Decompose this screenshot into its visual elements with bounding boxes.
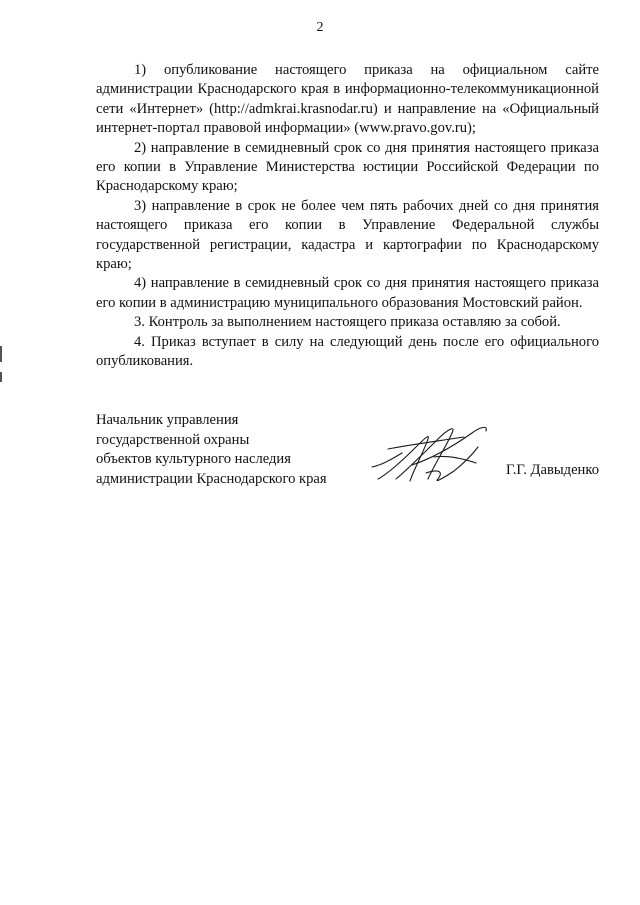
paragraph-municipal-administration: 4) направление в семидневный срок со дня принятия настоящего приказа его копии в администрацию муниципального образования Мостовский район. [96,275,599,311]
signer-position [96,411,327,489]
paragraph-entry-into-force: 4. Приказ вступает в силу на следующий день после его официального опубликования. [96,333,599,370]
scan-edge-mark [0,346,2,362]
paragraph-control: 3. Контроль за выполнением настоящего приказа оставляю за собой. [134,314,561,331]
paragraph-rosreestr: 3) направление в срок не более чем пять рабочих дней со дня принятия настоящего приказа его копии в Управление Федеральной службы государственной регистрации, кадастра и картографии по Краснодарскому краю; [96,197,599,273]
signer-position-line: Начальник управления [96,412,239,428]
signature-block [96,411,599,491]
signer-position-line: государственной охраны [96,431,250,448]
scan-edge-mark [0,372,2,382]
paragraph-ministry-of-justice: 2) направление в семидневный срок со дня принятия настоящего приказа его копии в Управление Министерства юстиции Российской Федерации по Краснодарскому краю; [96,139,599,195]
signer-name: Г.Г. Давыденко [505,462,599,478]
handwritten-signature [368,419,496,485]
page-number: 2 [316,20,324,35]
signer-position-line: администрации Краснодарского края [96,470,327,487]
signer-position-line: объектов культурного наследия [96,451,291,468]
paragraph-publication: 1) опубликование настоящего приказа на официальном сайте администрации Краснодарского края в информационно-телекоммуникационной сети «Интернет» (http://admkrai.krasnodar.ru) и направление на «Официальный интернет-портал правовой информации» (www.pravo.gov.ru); [96,62,599,137]
document-body [96,61,599,372]
